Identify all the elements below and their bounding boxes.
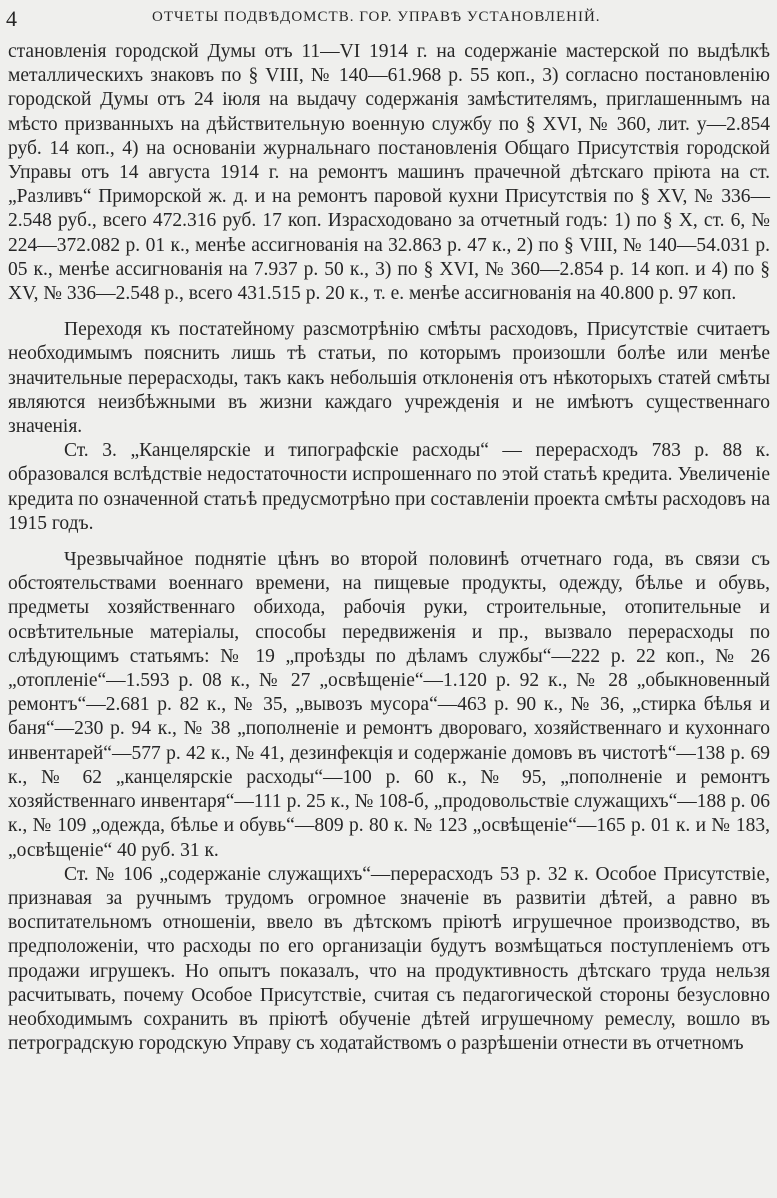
paragraph-article-106: Ст. № 106 „содержаніе служащихъ“—перерасходъ 53 р. 32 к. Особое Присутствіе, признавая за ручнымъ трудомъ огромное значеніе въ развитіи дѣтей, а равно въ воспитательномъ отношеніи, ввело въ дѣтскомъ пріютѣ игрушечное производство, въ предположеніи, что расходы по его организаціи будутъ возмѣщаться поступленіемъ отъ продажи игрушекъ. Но опытъ показалъ, что на продуктивность дѣтскаго труда нельзя расчитывать, почему Особое Присутствіе, считая съ педагогической стороны безусловно необходимымъ сохранить въ пріютѣ обученіе дѣтей игрушечному ремеслу, вошло въ петроградскую городскую Управу съ ходатайствомъ о разрѣшеніи отнести въ отчетномъ [8,863,770,1055]
page-header [6,6,757,31]
page-number: 4 [6,6,17,31]
paragraph-article-3: Ст. 3. „Канцелярскіе и типографскіе расходы“ — перерасходъ 783 р. 88 к. образовался вслѣдствіе недостаточности испрошеннаго по этой статьѣ кредита. Увеличеніе кредита по означенной статьѣ предусмотрѣно при составленіи проекта смѣты расходовъ на 1915 годъ. [8,440,770,534]
paragraph-budget-continuation: становленія городской Думы отъ 11—VI 1914 г. на содержаніе мастерской по выдѣлкѣ металлическихъ знаковъ по § VIII, № 140—61.968 р. 55 коп., 3) согласно постановленію городской Думы отъ 24 іюля на выдачу содержанія замѣстителямъ, приглашеннымъ на мѣсто призванныхъ на дѣйствительную военную службу по § XVI, № 360, лит. у—2.854 руб. 14 коп., 4) на основаніи журнальнаго постановленія Общаго Присутствія городской Управы отъ 14 августа 1914 г. на ремонтъ машинъ прачечной дѣтскаго пріюта на ст. „Разливъ“ Приморской ж. д. и на ремонтъ паровой кухни Присутствія по § XV, № 336—2.548 руб., всего 472.316 руб. 17 коп. Израсходовано за отчетный годъ: 1) по § X, ст. 6, № 224—372.082 р. 01 к., менѣе ассигнованія на 32.863 р. 47 к., 2) по § VIII, № 140—54.031 р. 05 к., менѣе ассигнованія на 7.937 р. 50 к., 3) по § XVI, № 360—2.854 р. 14 коп. и 4) по § XV, № 336—2.548 р., всего 431.515 р. 20 к., т. е. менѣе ассигнованія на 40.800 р. 97 коп. [8,41,770,305]
paragraph-article-review: Переходя къ постатейному разсмотрѣнію смѣты расходовъ, Присутствіе считаетъ необходимымъ пояснить лишь тѣ статьи, по которымъ произошли болѣе или менѣе значительные перерасходы, такъ какъ небольшія отклоненія отъ нѣкоторыхъ статей смѣты являются неизбѣжными въ жизни каждаго учрежденія и не имѣютъ существеннаго значенія. [8,319,770,438]
paragraph-price-increase: Чрезвычайное поднятіе цѣнъ во второй половинѣ отчетнаго года, въ связи съ обстоятельствами военнаго времени, на пищевые продукты, одежду, бѣлье и обувь, предметы хозяйственнаго обихода, рабочія руки, строительные, отопительные и освѣтительные матеріалы, способы передвиженія и пр., вызвало перерасходы по слѣдующимъ статьямъ: № 19 „проѣзды по дѣламъ службы“—222 р. 22 коп., № 26 „отопленіе“—1.593 р. 08 к., № 27 „освѣщеніе“—1.120 р. 92 к., № 28 „обыкновенный ремонтъ“—2.681 р. 82 к., № 35, „вывозъ мусора“—463 р. 90 к., № 36, „стирка бѣлья и баня“—230 р. 94 к., № 38 „пополненіе и ремонтъ двороваго, хозяйственнаго и кухоннаго инвентарей“—577 р. 42 к., № 41, дезинфекція и содержаніе домовъ въ чистотѣ“—138 р. 69 к., № 62 „канцелярскіе расходы“—100 р. 60 к., № 95, „пополненіе и ремонтъ хозяйственнаго инвентаря“—111 р. 25 к., № 108-б, „продовольствіе служащихъ“—188 р. 06 к., № 109 „одежда, бѣлье и обувь“—809 р. 80 к. № 123 „освѣщеніе“—165 р. 01 к. и № 183, „освѣщеніе“ 40 руб. 31 к. [8,549,770,861]
body-text [8,40,770,1056]
running-head: ОТЧЕТЫ ПОДВѢДОМСТВ. ГОР. УПРАВѢ УСТАНОВЛЕНІЙ. [152,9,601,25]
